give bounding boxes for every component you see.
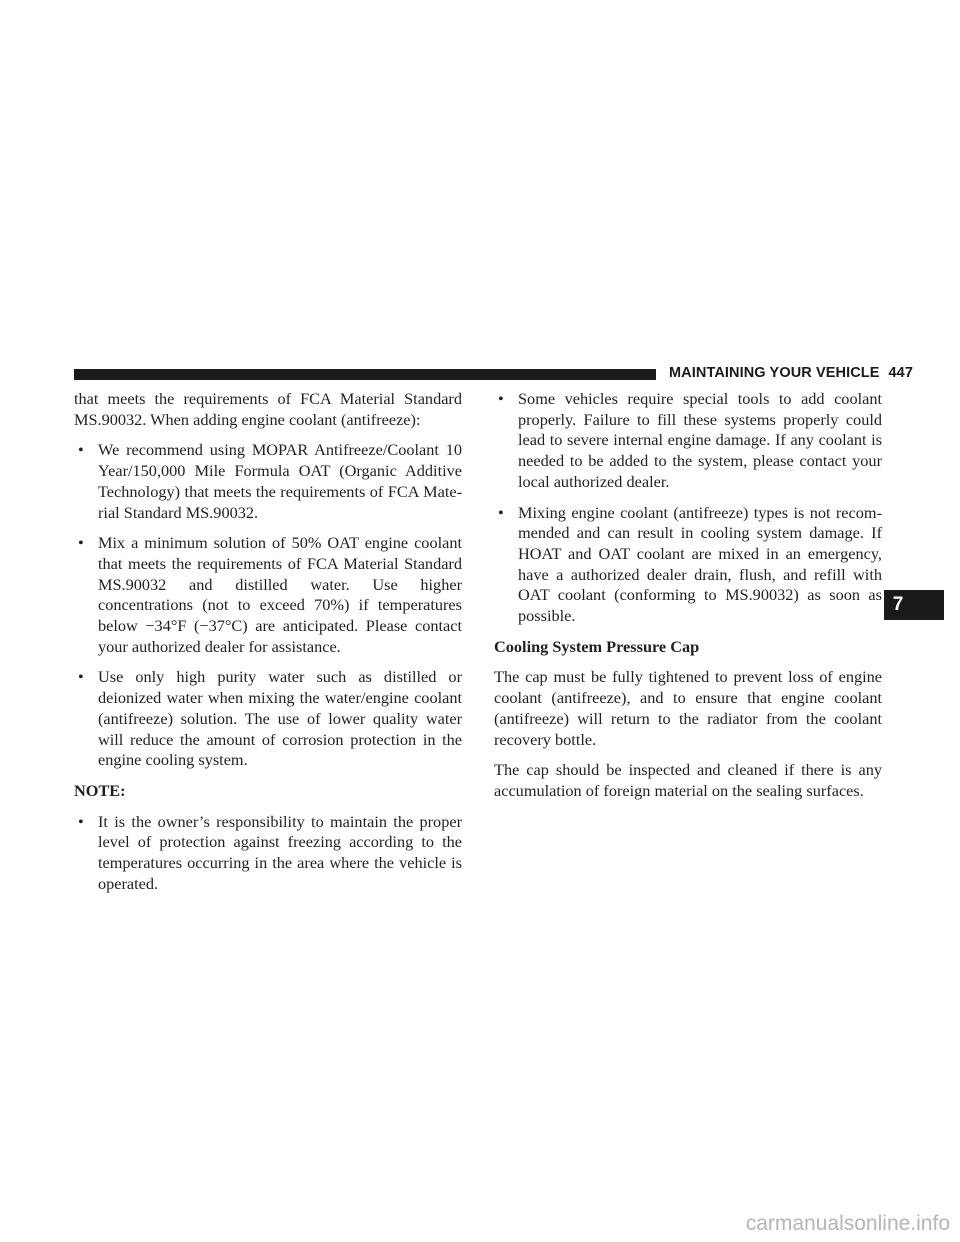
right-column	[494, 389, 882, 812]
body-paragraph: The cap must be fully tightened to prevent loss of engine coolant (antifreeze), and to ensure that engine coolant (antifreeze) will return to the radiator from the coolant recovery bottle.	[494, 667, 882, 749]
chapter-tab	[884, 590, 944, 620]
watermark: carmanualsonline.info	[745, 1212, 950, 1235]
bullet-icon: •	[498, 389, 504, 408]
list-item	[494, 503, 882, 627]
note-bullet-list	[74, 812, 462, 895]
bullet-icon: •	[78, 533, 84, 553]
bullet-icon: •	[78, 667, 84, 687]
page-number: 447	[888, 365, 914, 381]
list-item-text: We recommend using MOPAR Antifreeze/Coolant 10 Year/150,000 Mile Formula OAT (Organic Additive Technology) that meets the requirements of FCA Material Standard MS.90032.	[98, 440, 462, 522]
chapter-number: 7	[892, 594, 904, 615]
bullet-icon: •	[498, 502, 504, 522]
list-item-text: Mix a minimum solution of 50% OAT engine coolant that meets the requirements of FCA Material Standard MS.90032 and distilled water. Use higher concentrations (not to exceed 70%) if temperatures below −34°F (−37°C) are anticipated. Please contact your authorized dealer for assistance.	[98, 533, 462, 656]
list-item-text: Mixing engine coolant (antifreeze) types is not recommended and can result in cooling system damage. If HOAT and OAT coolant are mixed in an emergency, have a authorized dealer drain, flush, and refill with OAT coolant (conforming to MS.90032) as soon as possible.	[518, 502, 882, 626]
left-column	[74, 389, 462, 904]
header-rule	[74, 369, 656, 380]
intro-paragraph: that meets the requirements of FCA Material Standard MS.90032. When adding engine coolant (antifreeze):	[74, 389, 462, 429]
section-subheading: Cooling System Pressure Cap	[494, 636, 700, 656]
list-item	[74, 812, 462, 895]
list-item-text: Some vehicles require special tools to add coolant properly. Failure to fill these systems properly could lead to severe internal engine damage. If any coolant is needed to be added to the system, please contact your local authorized dealer.	[518, 389, 882, 491]
body-paragraph: The cap should be inspected and cleaned if there is any accumulation of foreign material on the sealing surfaces.	[494, 760, 882, 800]
list-item	[494, 389, 882, 493]
list-item-text: It is the owner’s responsibility to maintain the proper level of protection against freezing according to the temperatures occurring in the area where the vehicle is operated.	[98, 811, 462, 893]
running-header	[669, 365, 913, 381]
list-item	[74, 440, 462, 523]
bullet-icon: •	[78, 440, 84, 460]
coolant-warning-list	[494, 389, 882, 627]
list-item	[74, 667, 462, 771]
bullet-icon: •	[78, 811, 84, 831]
coolant-bullet-list	[74, 440, 462, 771]
list-item-text: Use only high purity water such as distilled or deionized water when mixing the water/engine coolant (antifreeze) solution. The use of lower quality water will reduce the amount of corrosion protection in the engine cooling system.	[98, 667, 462, 770]
section-title: MAINTAINING YOUR VEHICLE	[669, 365, 880, 381]
note-heading: NOTE:	[74, 780, 126, 800]
list-item	[74, 533, 462, 657]
